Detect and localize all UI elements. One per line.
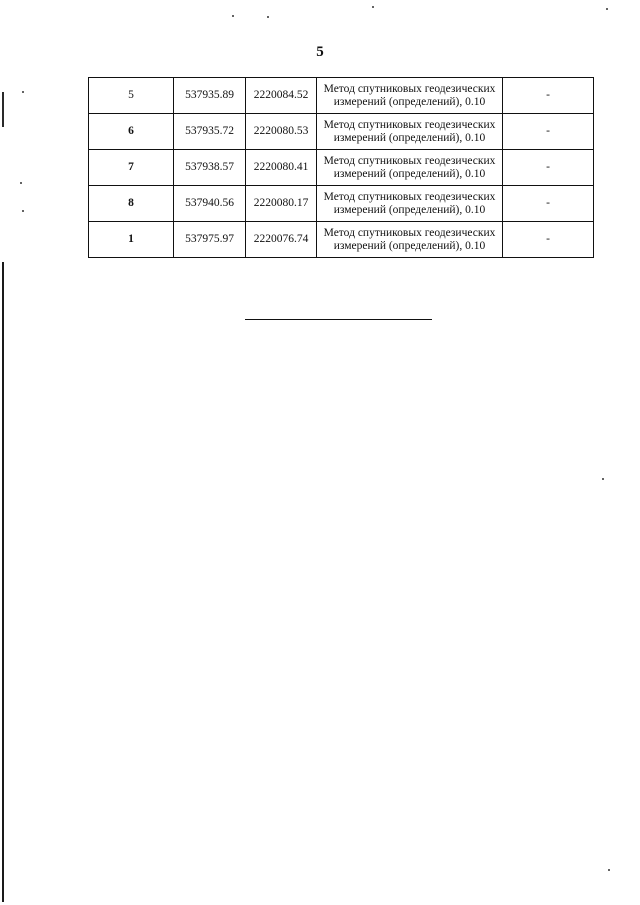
y-coordinate-cell: 2220080.41 bbox=[246, 150, 317, 186]
x-coordinate-cell: 537935.72 bbox=[174, 114, 246, 150]
page-number: 5 bbox=[316, 44, 324, 60]
point-number-cell: 8 bbox=[89, 186, 174, 222]
method-line-2: измерений (определений), 0.10 bbox=[333, 131, 486, 144]
method-cell bbox=[317, 186, 503, 222]
coordinates-table bbox=[88, 77, 594, 258]
extra-cell: - bbox=[503, 114, 594, 150]
extra-cell: - bbox=[503, 78, 594, 114]
scan-speck bbox=[22, 210, 24, 212]
x-coordinate-cell: 537935.89 bbox=[174, 78, 246, 114]
point-number-cell: 6 bbox=[89, 114, 174, 150]
method-cell bbox=[317, 222, 503, 258]
method-line-1: Метод спутниковых геодезических bbox=[323, 82, 496, 95]
scan-edge-mark bbox=[2, 92, 4, 127]
x-coordinate-cell: 537940.56 bbox=[174, 186, 246, 222]
method-line-2: измерений (определений), 0.10 bbox=[333, 167, 486, 180]
x-coordinate-cell: 537975.97 bbox=[174, 222, 246, 258]
y-coordinate-cell: 2220084.52 bbox=[246, 78, 317, 114]
scan-speck bbox=[606, 8, 608, 10]
point-number-cell: 1 bbox=[89, 222, 174, 258]
scan-speck bbox=[20, 182, 22, 184]
table-row bbox=[89, 186, 594, 222]
scan-speck bbox=[267, 16, 269, 18]
scan-edge-mark bbox=[2, 262, 4, 902]
method-line-1: Метод спутниковых геодезических bbox=[323, 154, 496, 167]
coordinates-table-body bbox=[89, 78, 594, 258]
table-row bbox=[89, 78, 594, 114]
method-line-2: измерений (определений), 0.10 bbox=[333, 239, 486, 252]
method-line-1: Метод спутниковых геодезических bbox=[323, 190, 496, 203]
extra-cell: - bbox=[503, 186, 594, 222]
method-line-1: Метод спутниковых геодезических bbox=[323, 118, 496, 131]
method-cell bbox=[317, 114, 503, 150]
table-row bbox=[89, 114, 594, 150]
separator-line bbox=[245, 319, 432, 320]
point-number-cell: 7 bbox=[89, 150, 174, 186]
y-coordinate-cell: 2220076.74 bbox=[246, 222, 317, 258]
method-line-2: измерений (определений), 0.10 bbox=[333, 95, 486, 108]
scan-speck bbox=[608, 869, 610, 871]
y-coordinate-cell: 2220080.17 bbox=[246, 186, 317, 222]
scan-speck bbox=[602, 478, 604, 480]
y-coordinate-cell: 2220080.53 bbox=[246, 114, 317, 150]
scan-speck bbox=[22, 91, 24, 93]
extra-cell: - bbox=[503, 222, 594, 258]
x-coordinate-cell: 537938.57 bbox=[174, 150, 246, 186]
method-line-2: измерений (определений), 0.10 bbox=[333, 203, 486, 216]
table-row bbox=[89, 222, 594, 258]
scan-speck bbox=[232, 15, 234, 17]
scan-speck bbox=[372, 6, 374, 8]
extra-cell: - bbox=[503, 150, 594, 186]
table-row bbox=[89, 150, 594, 186]
method-cell bbox=[317, 150, 503, 186]
method-cell bbox=[317, 78, 503, 114]
method-line-1: Метод спутниковых геодезических bbox=[323, 226, 496, 239]
point-number-cell: 5 bbox=[89, 78, 174, 114]
